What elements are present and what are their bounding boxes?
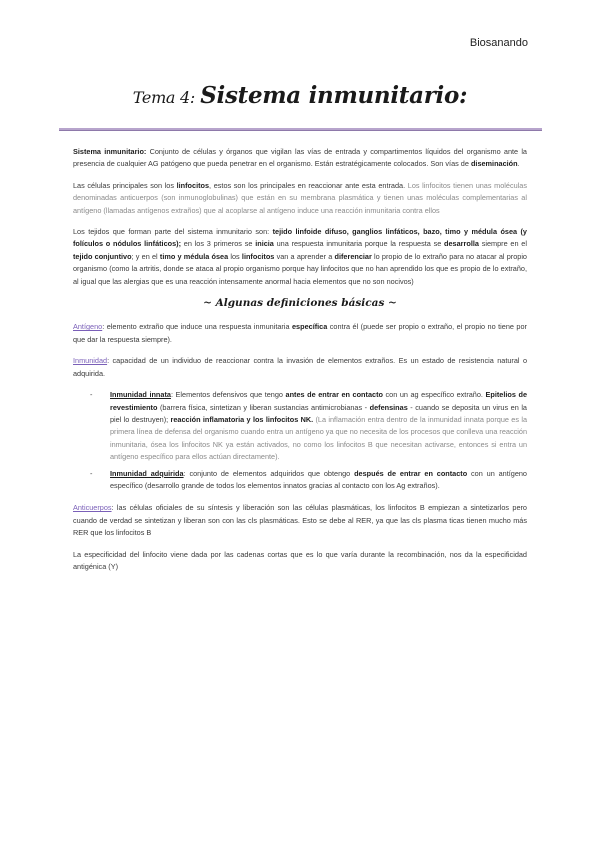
text-run: : Elementos defensivos que tengo (170, 390, 286, 400)
text-run: La especificidad del linfocito viene dada por las cadenas cortas que es lo que varía durante la recombinación, nos da la especificidad antigénica (Y) (73, 549, 527, 571)
paragraph-tejidos (73, 226, 527, 288)
text-run: - cuando se deposita un virus en la piel lo destruyen); (110, 402, 527, 424)
bold-text: desarrolla (444, 239, 479, 249)
brand-label: Biosanando (469, 37, 528, 49)
bold-text: antes de entrar en contacto (285, 390, 383, 400)
list-item-inmunidad-innata (73, 389, 527, 463)
list-dash: - (90, 468, 93, 478)
paragraph-especificidad (73, 549, 527, 574)
text-run: ; y en el (131, 251, 160, 261)
text-run: Las células principales son los (73, 180, 177, 190)
title-divider (59, 128, 542, 131)
text-run: con un ag específico extraño. (382, 390, 486, 400)
definition-inmunidad (73, 355, 527, 380)
text-run: con un antígeno específico (desarrollo grande de todos los elementos innatos gracias al contacto con los Ag extraños). (110, 468, 527, 490)
bold-text: inicia (255, 239, 274, 249)
bold-text: defensinas (369, 402, 408, 412)
title-main: Sistema inmunitario: (200, 82, 468, 109)
muted-note: (La inflamación entra dentro de la inmunidad innata porque es la primera línea de defensa del organismo cuando entra un antígeno ya que no necesita de los procesos que conlleva una reacción inmunitaria, ósea los linfocitos NK ya están activados, no como los linfocitos B que necesitan activarse, entonces si entra un antígeno específico para ellos actúan directamente). (110, 414, 528, 462)
definition-antigeno (73, 321, 527, 346)
list-item-inmunidad-adquirida (73, 468, 527, 493)
bold-text: tejido conjuntivo (73, 251, 132, 261)
muted-note: Los linfocitos tienen unas moléculas denominadas anticuerpos (son inmunoglobulinas) que están en su membrana plasmática y tienen unas moléculas complementarias al antígeno (llamadas antígenos extraños) que al acoplarse al antígeno induce una reacción inmunitaria contra ellos (73, 180, 527, 215)
definition-anticuerpos (73, 502, 527, 539)
bold-text: Sistema inmunitario: (73, 147, 147, 156)
text-run: los (228, 251, 242, 261)
list-dash: - (90, 390, 93, 400)
bold-text: diferenciar (334, 251, 372, 261)
section-heading: ~ Algunas definiciones básicas ~ (203, 297, 397, 310)
text-run: : elemento extraño que induce una respuesta inmunitaria (102, 322, 292, 332)
bold-text: después de entrar en contacto (354, 468, 468, 478)
term-inmunidad-innata: Inmunidad innata (110, 390, 171, 400)
text-run: Los tejidos que forman parte del sistema inmunitario son: (73, 227, 273, 237)
text-run: lo propio de lo extraño para no atacar al propio organismo (como la artritis, donde se ataca al propio organismo porque hay linfocitos que no han aprendido los que es propio de lo extraño, al igual que las alergias que es una reacción intensamente anormal hacia elementos que no son nocivos) (73, 251, 527, 286)
bold-text: reacción inflamatoria y los linfocitos NK. (170, 414, 314, 424)
text-run: van a aprender a (274, 251, 335, 261)
text-run: : conjunto de elementos adquiridos que obtengo (183, 468, 355, 478)
text-run: Conjunto de células y órganos que vigilan las vías de entrada y compartimentos líquidos del organismo ante la presencia de cualquier AG patógeno que pueda penetrar en el organismo. Están estratégicamente colocados. Son vías de (73, 147, 527, 169)
text-run: : capacidad de un individuo de reaccionar contra la invasión de elementos extraños. Es un estado de resistencia natural o adquirida. (73, 356, 527, 378)
text-run: contra él (puede ser propio o extraño, el propio no tiene por que dar la respuesta siempre). (73, 322, 527, 344)
page-title (0, 82, 600, 109)
text-run: . (517, 159, 520, 169)
text-run: una respuesta inmunitaria porque la respuesta se (273, 239, 445, 249)
text-run: en los 3 primeros se (181, 239, 256, 249)
term-anticuerpos: Anticuerpos (73, 503, 112, 513)
text-run: , estos son los principales en reaccionar ante esta entrada. (209, 180, 408, 190)
bold-text: tejido linfoide difuso, ganglios linfáticos, bazo, timo y médula ósea (y folículos o nódulos linfáticos); (73, 227, 527, 249)
bold-text: timo y médula ósea (159, 251, 229, 261)
paragraph-sistema-inmunitario (73, 146, 527, 171)
term-inmunidad: Inmunidad (73, 356, 108, 366)
text-run: : las células oficiales de su síntesis y liberación son las células plasmáticas, los linfocitos B empiezan a sintetizarlos pero cuando de verdad se sintetizan y liberan son con las cls plasmáticas. Esto se debe al RER, ya que las cls plasma ticas tienen mucho más RER que los linfocitos B (73, 503, 527, 538)
bold-text: Epitelios de revestimiento (110, 390, 527, 412)
text-run: (barrera física, sintetizan y liberan sustancias antimicrobianas - (157, 402, 370, 412)
bold-text: diseminación (470, 159, 518, 169)
bold-text: linfocitos (241, 251, 275, 261)
term-inmunidad-adquirida: Inmunidad adquirida (110, 468, 184, 478)
document-body (73, 146, 527, 582)
paragraph-celulas-principales (73, 180, 527, 217)
bold-text: específica (292, 322, 328, 332)
bold-text: linfocitos (176, 180, 210, 190)
text-run: siempre en el (478, 239, 527, 249)
term-antigeno: Antígeno (73, 322, 103, 332)
inmunidad-types-list (73, 389, 527, 492)
title-prefix: Tema 4: (132, 88, 195, 107)
